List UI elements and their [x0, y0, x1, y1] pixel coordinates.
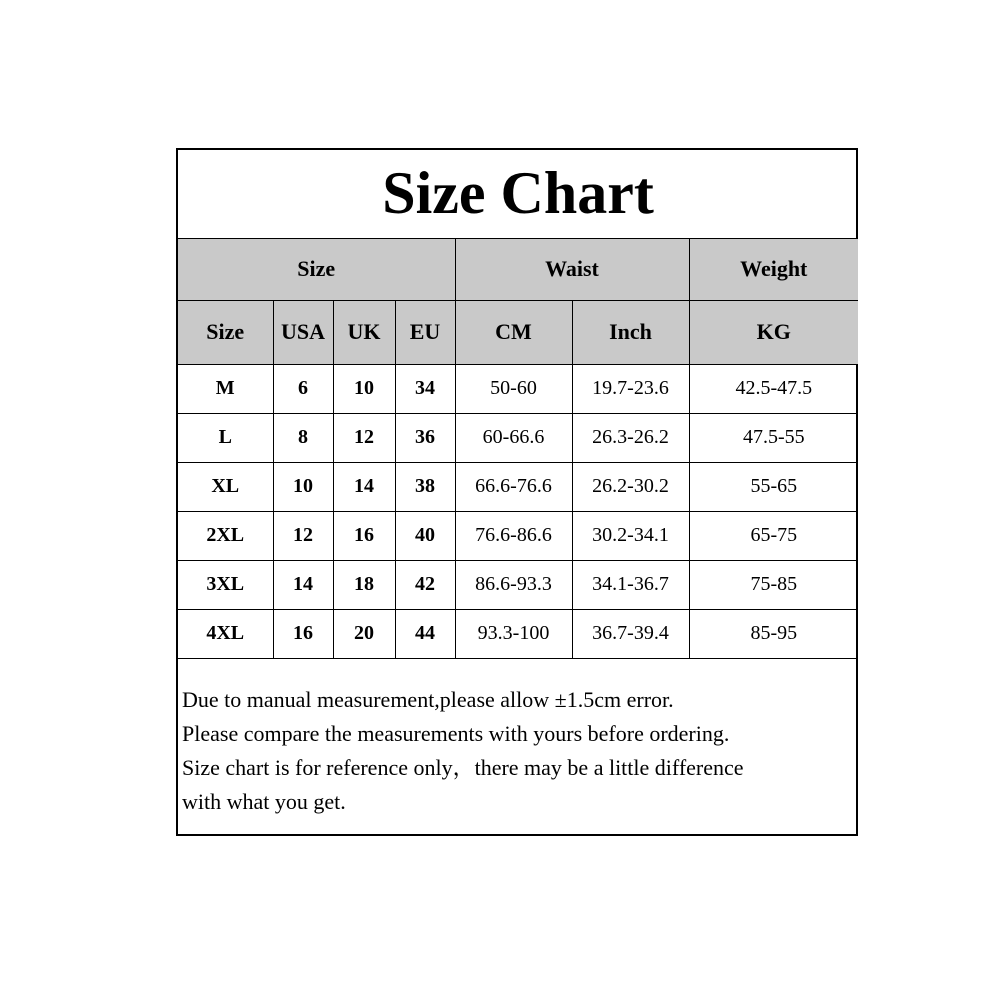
table-row [178, 364, 858, 413]
uk-cell: 14 [333, 462, 395, 511]
inch-cell: 26.3-26.2 [572, 413, 689, 462]
note-line: Size chart is for reference only，there may be a little difference [182, 754, 744, 780]
table-row [178, 511, 858, 560]
column-header-uk: UK [333, 300, 395, 364]
column-header-inch: Inch [572, 300, 689, 364]
size-cell: 4XL [178, 609, 273, 658]
kg-cell: 65-75 [689, 511, 858, 560]
table-row [178, 609, 858, 658]
size-cell: M [178, 364, 273, 413]
eu-cell: 38 [395, 462, 455, 511]
eu-cell: 44 [395, 609, 455, 658]
uk-cell: 20 [333, 609, 395, 658]
usa-cell: 12 [273, 511, 333, 560]
group-waist-header: Waist [455, 238, 689, 300]
group-weight-header: Weight [689, 238, 858, 300]
kg-cell: 47.5-55 [689, 413, 858, 462]
table-row [178, 413, 858, 462]
inch-cell: 30.2-34.1 [572, 511, 689, 560]
column-header-usa: USA [273, 300, 333, 364]
usa-cell: 8 [273, 413, 333, 462]
column-header-eu: EU [395, 300, 455, 364]
size-table [178, 150, 858, 659]
column-header-cm: CM [455, 300, 572, 364]
note-line: Due to manual measurement,please allow ±1.5cm error. [182, 686, 674, 712]
eu-cell: 42 [395, 560, 455, 609]
kg-cell: 75-85 [689, 560, 858, 609]
group-size-header: Size [178, 238, 455, 300]
size-chart [176, 148, 858, 836]
usa-cell: 16 [273, 609, 333, 658]
eu-cell: 34 [395, 364, 455, 413]
cm-cell: 76.6-86.6 [455, 511, 572, 560]
kg-cell: 55-65 [689, 462, 858, 511]
cm-cell: 66.6-76.6 [455, 462, 572, 511]
note-line: Please compare the measurements with yours before ordering. [182, 720, 730, 746]
eu-cell: 40 [395, 511, 455, 560]
kg-cell: 85-95 [689, 609, 858, 658]
uk-cell: 10 [333, 364, 395, 413]
chart-title: Size Chart [178, 150, 858, 238]
usa-cell: 6 [273, 364, 333, 413]
uk-cell: 16 [333, 511, 395, 560]
inch-cell: 36.7-39.4 [572, 609, 689, 658]
size-cell: XL [178, 462, 273, 511]
usa-cell: 10 [273, 462, 333, 511]
size-cell: 3XL [178, 560, 273, 609]
cm-cell: 60-66.6 [455, 413, 572, 462]
eu-cell: 36 [395, 413, 455, 462]
notes-section [178, 659, 856, 819]
uk-cell: 12 [333, 413, 395, 462]
column-header-kg: KG [689, 300, 858, 364]
uk-cell: 18 [333, 560, 395, 609]
inch-cell: 19.7-23.6 [572, 364, 689, 413]
inch-cell: 34.1-36.7 [572, 560, 689, 609]
column-header-size: Size [178, 300, 273, 364]
table-row [178, 560, 858, 609]
usa-cell: 14 [273, 560, 333, 609]
cm-cell: 50-60 [455, 364, 572, 413]
inch-cell: 26.2-30.2 [572, 462, 689, 511]
kg-cell: 42.5-47.5 [689, 364, 858, 413]
size-cell: 2XL [178, 511, 273, 560]
table-row [178, 462, 858, 511]
cm-cell: 93.3-100 [455, 609, 572, 658]
note-line: with what you get. [182, 788, 346, 814]
cm-cell: 86.6-93.3 [455, 560, 572, 609]
size-cell: L [178, 413, 273, 462]
